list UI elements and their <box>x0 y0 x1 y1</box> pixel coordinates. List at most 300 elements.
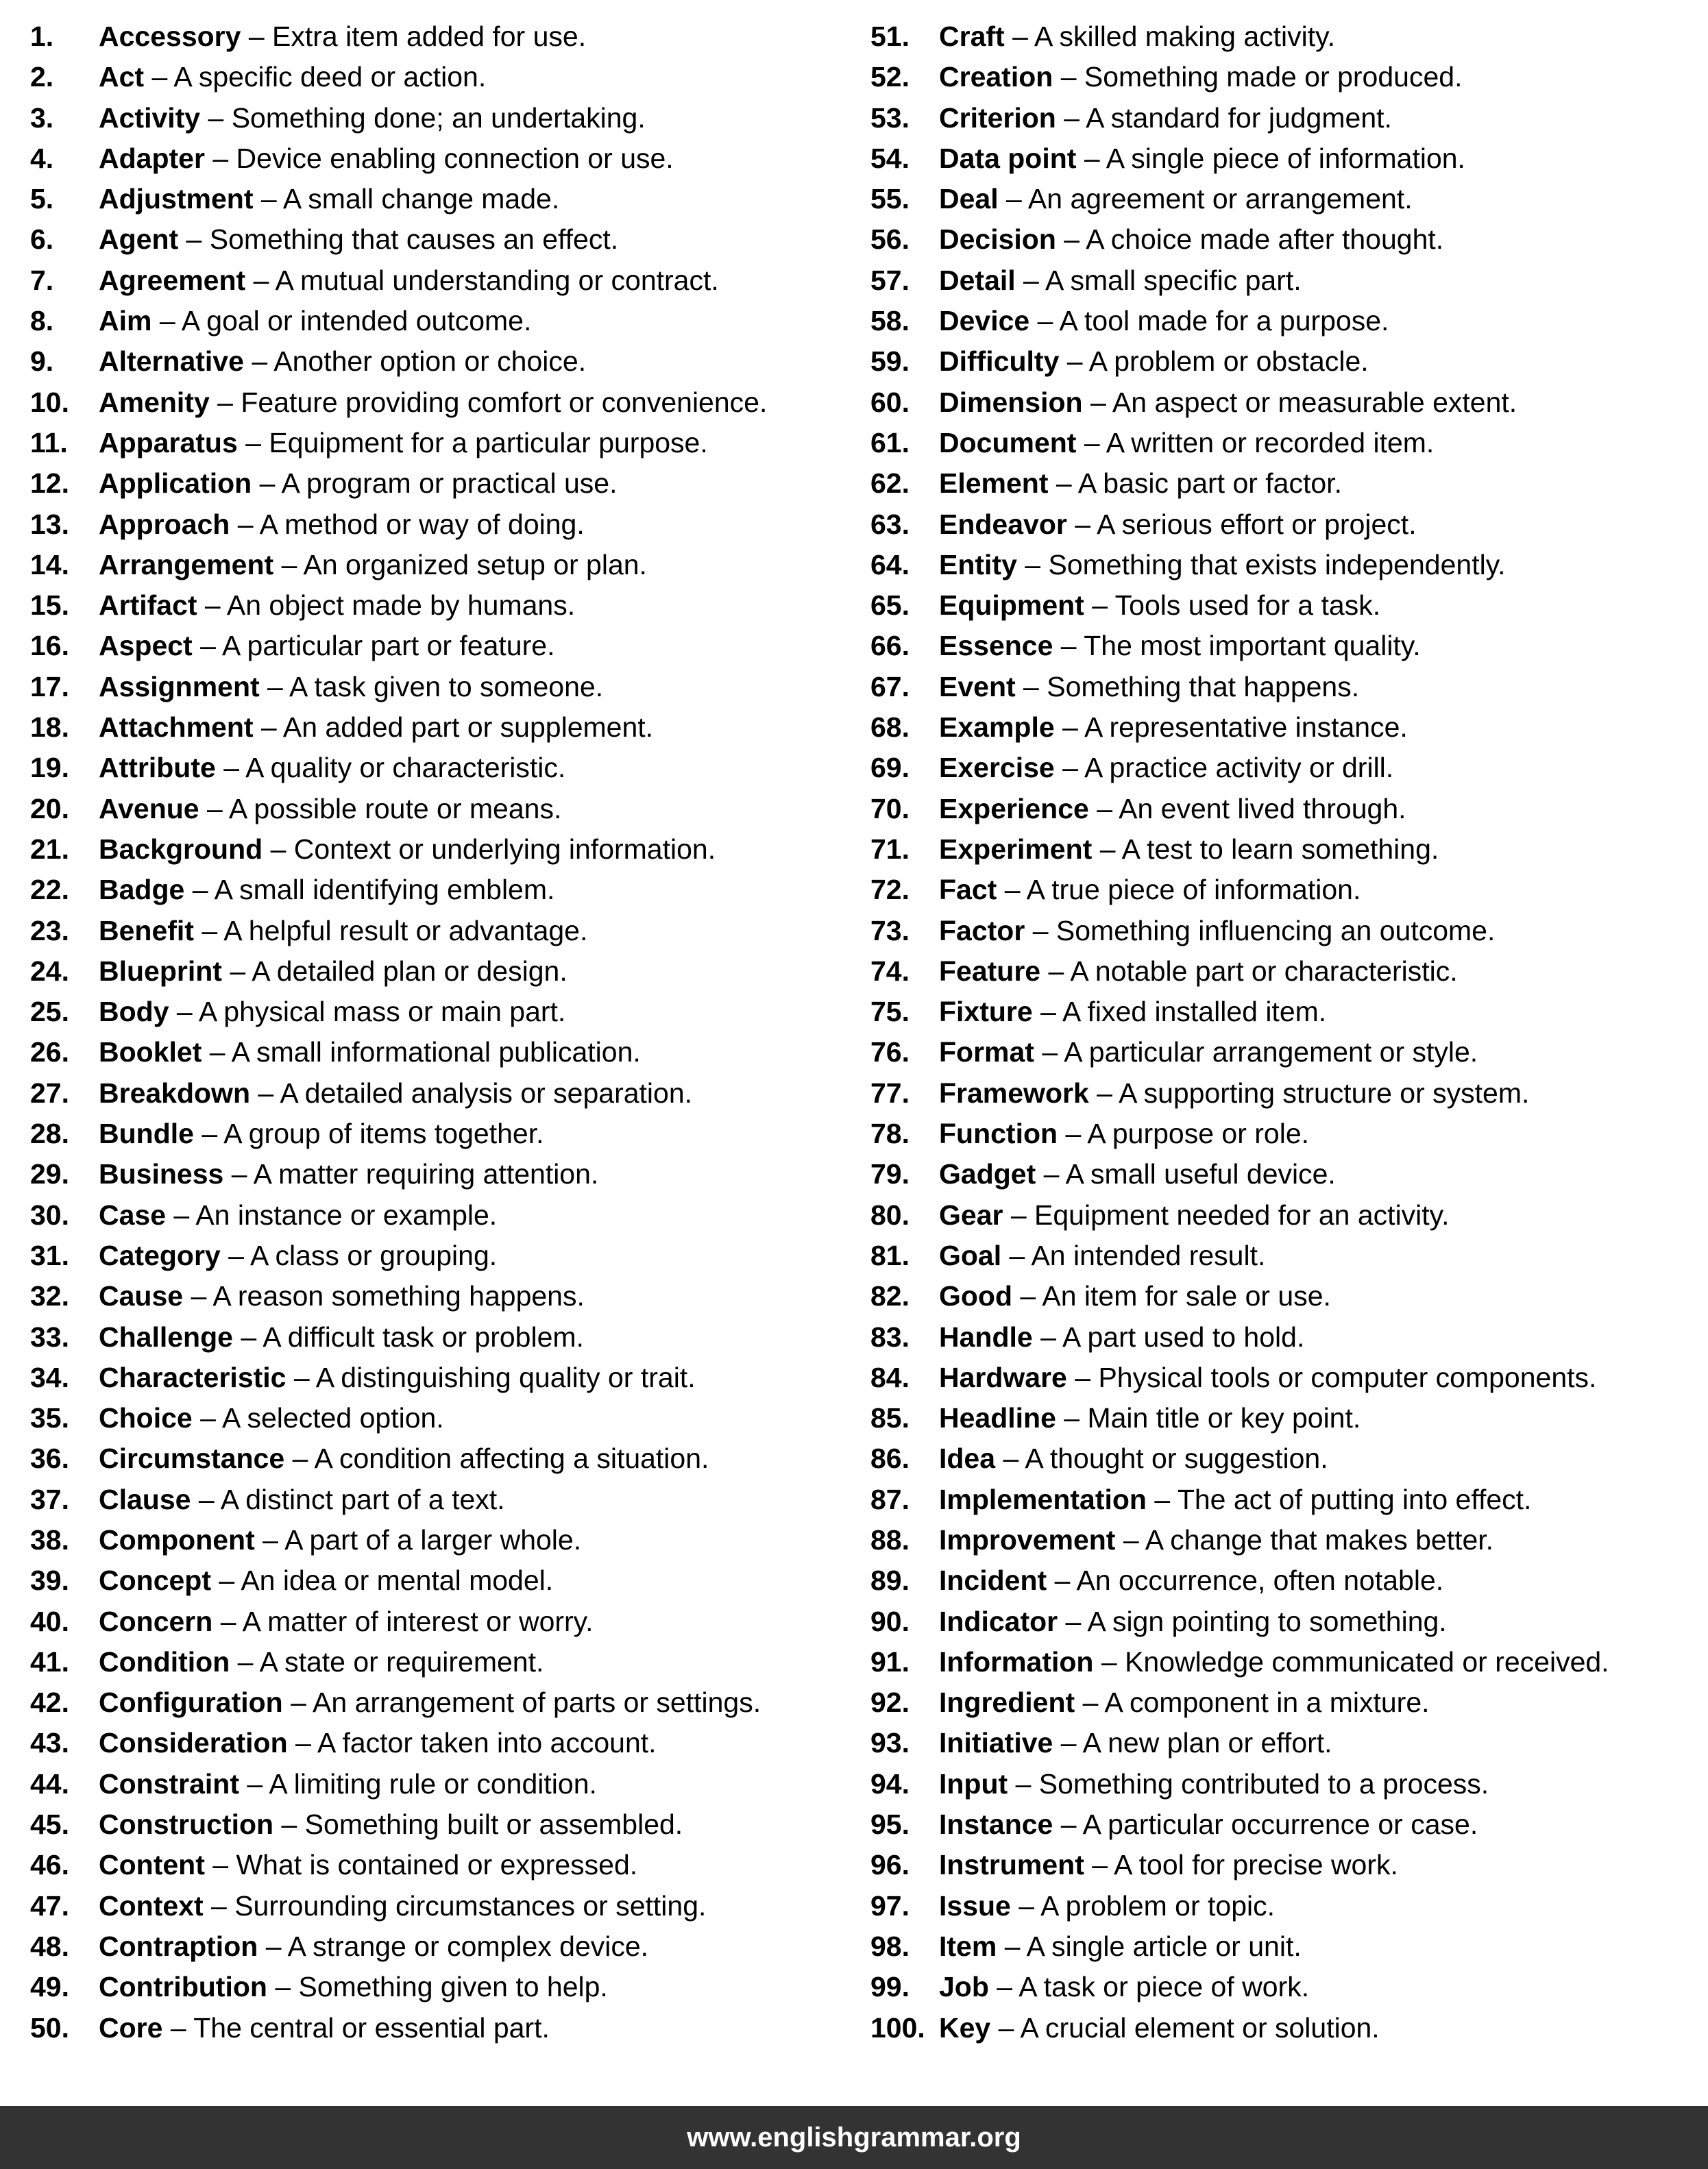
item-text <box>99 463 617 504</box>
item-text <box>939 16 1335 57</box>
item-term: Framework <box>939 1077 1089 1109</box>
item-text <box>939 1317 1304 1358</box>
item-definition: – A particular arrangement or style. <box>1034 1036 1478 1068</box>
item-number: 60. <box>870 386 910 418</box>
item-text <box>939 341 1369 382</box>
item-definition: – An aspect or measurable extent. <box>1082 386 1517 418</box>
list-item <box>30 1804 854 1845</box>
item-term: Document <box>939 426 1077 458</box>
item-definition: – A single article or unit. <box>997 1930 1302 1962</box>
item-definition: – The act of putting into effect. <box>1146 1483 1532 1515</box>
item-definition: – A condition affecting a situation. <box>284 1443 709 1475</box>
item-term: Background <box>99 833 263 865</box>
item-text <box>939 1560 1443 1601</box>
item-text <box>939 911 1495 951</box>
item-term: Contraption <box>99 1930 258 1962</box>
item-number: 66. <box>870 630 910 662</box>
item-definition: – A matter of interest or worry. <box>212 1605 594 1637</box>
item-text <box>939 1398 1361 1438</box>
item-definition: – A crucial element or solution. <box>990 2011 1380 2044</box>
item-term: Incident <box>939 1565 1047 1597</box>
item-text <box>99 1032 641 1073</box>
item-term: Experiment <box>939 833 1093 865</box>
item-text <box>939 1480 1531 1520</box>
item-definition: – A fixed installed item. <box>1032 996 1327 1028</box>
item-text <box>99 1276 585 1316</box>
item-definition: – Something given to help. <box>267 1971 608 2003</box>
item-term: Headline <box>939 1402 1056 1434</box>
item-text <box>939 179 1413 219</box>
list-item <box>30 138 854 179</box>
list-item <box>30 626 854 666</box>
item-text <box>939 1764 1489 1804</box>
list-item <box>870 341 1708 382</box>
item-definition: – An occurrence, often notable. <box>1047 1565 1444 1597</box>
item-number: 16. <box>30 630 69 662</box>
item-text <box>939 260 1302 301</box>
list-item <box>870 1520 1708 1560</box>
list-item <box>30 911 854 951</box>
item-text <box>939 1032 1478 1073</box>
item-term: Gadget <box>939 1158 1036 1190</box>
item-number: 14. <box>30 548 69 580</box>
item-number: 9. <box>30 345 54 378</box>
item-number: 53. <box>870 101 910 134</box>
item-term: Core <box>99 2011 163 2044</box>
item-definition: – A supporting structure or system. <box>1088 1077 1530 1109</box>
list-item <box>30 1398 854 1438</box>
item-term: Assignment <box>99 670 260 702</box>
item-number: 15. <box>30 589 69 622</box>
list-item <box>30 1602 854 1642</box>
item-text <box>939 382 1517 423</box>
item-definition: – A part used to hold. <box>1032 1321 1305 1353</box>
list-item <box>30 951 854 992</box>
item-term: Context <box>99 1889 204 1922</box>
item-definition: – A quality or characteristic. <box>215 752 566 784</box>
item-text <box>939 1236 1265 1276</box>
item-term: Amenity <box>99 386 210 418</box>
item-number: 11. <box>30 426 68 458</box>
item-term: Instance <box>939 1809 1053 1841</box>
item-number: 22. <box>30 874 69 906</box>
item-definition: – A tool made for a purpose. <box>1029 305 1389 337</box>
item-term: Criterion <box>939 101 1056 134</box>
item-term: Contribution <box>99 1971 267 2003</box>
item-text <box>99 1560 553 1601</box>
item-number: 2. <box>30 61 54 93</box>
list-item <box>870 1236 1708 1276</box>
list-item <box>30 870 854 910</box>
item-text <box>939 504 1417 545</box>
list-item <box>870 463 1708 504</box>
item-term: Concept <box>99 1565 211 1597</box>
item-term: Content <box>99 1849 205 1881</box>
item-term: Badge <box>99 874 185 906</box>
item-number: 23. <box>30 914 69 946</box>
list-item <box>870 260 1708 301</box>
list-item <box>30 301 854 341</box>
item-text <box>99 301 531 341</box>
item-definition: – A part of a larger whole. <box>254 1523 582 1556</box>
item-definition: – Something that happens. <box>1015 670 1360 702</box>
item-number: 29. <box>30 1158 69 1190</box>
item-number: 87. <box>870 1483 910 1515</box>
item-text <box>99 382 767 423</box>
item-definition: – A purpose or role. <box>1058 1118 1310 1150</box>
item-definition: – A selected option. <box>192 1402 444 1434</box>
item-definition: – An item for sale or use. <box>1012 1280 1331 1312</box>
item-definition: – A representative instance. <box>1054 711 1408 744</box>
item-number: 94. <box>870 1767 910 1800</box>
item-definition: – A factor taken into account. <box>287 1727 657 1759</box>
item-text <box>939 789 1406 829</box>
item-number: 64. <box>870 548 910 580</box>
item-term: Condition <box>99 1645 230 1678</box>
list-item <box>870 98 1708 138</box>
list-item <box>30 585 854 626</box>
item-term: Booklet <box>99 1036 202 1068</box>
list-item <box>870 1114 1708 1154</box>
item-text <box>939 2008 1380 2048</box>
list-item <box>30 98 854 138</box>
item-definition: – A choice made after thought. <box>1056 223 1444 256</box>
item-term: Event <box>939 670 1016 702</box>
item-number: 7. <box>30 264 54 296</box>
list-item <box>870 179 1708 219</box>
list-item <box>30 829 854 870</box>
item-definition: – A distinguishing quality or trait. <box>286 1361 696 1393</box>
item-text <box>939 667 1359 707</box>
item-number: 73. <box>870 914 910 946</box>
item-number: 98. <box>870 1930 910 1962</box>
item-number: 38. <box>30 1523 69 1556</box>
item-number: 33. <box>30 1321 69 1353</box>
item-text <box>99 992 565 1032</box>
list-item <box>30 341 854 382</box>
item-number: 48. <box>30 1930 69 1962</box>
item-term: Creation <box>939 61 1053 93</box>
item-number: 25. <box>30 996 69 1028</box>
list-item <box>870 1602 1708 1642</box>
item-definition: – A task or piece of work. <box>988 1971 1310 2003</box>
item-term: Handle <box>939 1321 1033 1353</box>
list-item <box>870 16 1708 57</box>
item-number: 79. <box>870 1158 910 1190</box>
item-text <box>99 341 586 382</box>
item-term: Idea <box>939 1443 996 1475</box>
list-item <box>870 545 1708 585</box>
item-text <box>99 1682 761 1723</box>
item-term: Act <box>99 61 145 93</box>
list-item <box>870 1560 1708 1601</box>
item-text <box>99 1114 544 1154</box>
list-item <box>30 1560 854 1601</box>
list-item <box>30 463 854 504</box>
item-definition: – A specific deed or action. <box>144 61 487 93</box>
item-text <box>99 789 561 829</box>
item-text <box>939 1642 1609 1682</box>
list-item <box>870 138 1708 179</box>
item-definition: – Equipment for a particular purpose. <box>237 426 708 458</box>
item-number: 61. <box>870 426 910 458</box>
item-number: 35. <box>30 1402 69 1434</box>
item-definition: – A serious effort or project. <box>1066 508 1417 540</box>
item-term: Avenue <box>99 792 199 824</box>
item-term: Construction <box>99 1809 274 1841</box>
item-definition: – A mutual understanding or contract. <box>245 264 719 296</box>
list-item <box>870 870 1708 910</box>
item-definition: – A practice activity or drill. <box>1054 752 1394 784</box>
list-item <box>30 1682 854 1723</box>
item-text <box>99 667 603 707</box>
item-term: Arrangement <box>99 548 274 580</box>
list-item <box>870 57 1708 97</box>
item-text <box>939 1438 1328 1479</box>
item-definition: – A strange or complex device. <box>258 1930 649 1962</box>
item-definition: – A true piece of information. <box>997 874 1361 906</box>
list-item <box>870 1480 1708 1520</box>
item-term: Aspect <box>99 630 193 662</box>
item-definition: – A state or requirement. <box>230 1645 544 1678</box>
item-term: Ingredient <box>939 1687 1075 1719</box>
list-item <box>870 951 1708 992</box>
item-definition: – A single piece of information. <box>1076 142 1465 174</box>
item-term: Circumstance <box>99 1443 285 1475</box>
item-text <box>939 98 1392 138</box>
item-number: 78. <box>870 1118 910 1150</box>
item-definition: – A program or practical use. <box>252 467 618 500</box>
item-definition: – Something done; an undertaking. <box>200 101 646 134</box>
list-item <box>870 1886 1708 1926</box>
item-number: 19. <box>30 752 69 784</box>
item-number: 42. <box>30 1687 69 1719</box>
item-definition: – An idea or mental model. <box>211 1565 554 1597</box>
item-definition: – A possible route or means. <box>199 792 562 824</box>
item-number: 5. <box>30 183 54 215</box>
item-number: 51. <box>870 21 910 52</box>
item-number: 34. <box>30 1361 69 1393</box>
item-number: 45. <box>30 1809 69 1841</box>
list-item <box>30 1358 854 1398</box>
list-item <box>30 992 854 1032</box>
item-term: Challenge <box>99 1321 233 1353</box>
item-text <box>939 1886 1275 1926</box>
item-text <box>99 911 587 951</box>
item-definition: – An arrangement of parts or settings. <box>282 1687 761 1719</box>
item-term: Exercise <box>939 752 1055 784</box>
item-text <box>99 1764 597 1804</box>
item-number: 50. <box>30 2011 69 2044</box>
list-item <box>870 219 1708 260</box>
item-number: 28. <box>30 1118 69 1150</box>
list-item <box>870 626 1708 666</box>
item-definition: – The central or essential part. <box>162 2011 550 2044</box>
item-text <box>939 1276 1331 1316</box>
item-number: 31. <box>30 1239 69 1271</box>
item-number: 96. <box>870 1849 910 1881</box>
list-item <box>870 1276 1708 1316</box>
item-term: Constraint <box>99 1767 239 1800</box>
item-text <box>99 260 719 301</box>
item-term: Component <box>99 1523 255 1556</box>
item-text <box>939 1520 1493 1560</box>
item-term: Artifact <box>99 589 197 622</box>
item-number: 82. <box>870 1280 910 1312</box>
item-definition: – Feature providing comfort or convenience. <box>209 386 768 418</box>
item-text <box>99 1642 544 1682</box>
item-definition: – Physical tools or computer components. <box>1066 1361 1597 1393</box>
item-text <box>939 1967 1309 2007</box>
list-item <box>870 992 1708 1032</box>
item-number: 91. <box>870 1645 910 1678</box>
item-number: 46. <box>30 1849 69 1881</box>
item-number: 40. <box>30 1605 69 1637</box>
item-text <box>99 1073 692 1114</box>
item-term: Dimension <box>939 386 1083 418</box>
item-term: Detail <box>939 264 1016 296</box>
item-number: 30. <box>30 1199 69 1231</box>
item-number: 10. <box>30 386 69 418</box>
item-number: 13. <box>30 508 69 540</box>
item-definition: – A thought or suggestion. <box>995 1443 1328 1475</box>
item-text <box>99 1804 683 1845</box>
item-term: Fact <box>939 874 997 906</box>
list-item <box>870 911 1708 951</box>
item-definition: – A class or grouping. <box>220 1239 498 1271</box>
item-definition: – A physical mass or main part. <box>169 996 566 1028</box>
item-definition: – An added part or supplement. <box>253 711 654 744</box>
item-definition: – Device enabling connection or use. <box>204 142 674 174</box>
item-term: Function <box>939 1118 1058 1150</box>
list-item <box>870 1398 1708 1438</box>
word-list-column-left <box>0 16 854 2048</box>
item-text <box>99 423 708 463</box>
list-item <box>30 748 854 788</box>
item-term: Business <box>99 1158 224 1190</box>
item-text <box>99 1154 598 1194</box>
item-number: 56. <box>870 223 910 256</box>
item-number: 72. <box>870 874 910 906</box>
list-item <box>870 1154 1708 1194</box>
item-definition: – A notable part or characteristic. <box>1040 955 1458 987</box>
list-item <box>30 504 854 545</box>
item-number: 90. <box>870 1605 910 1637</box>
item-text <box>99 2008 550 2048</box>
item-term: Deal <box>939 183 999 215</box>
item-text <box>99 98 646 138</box>
item-term: Aim <box>99 305 152 337</box>
item-term: Difficulty <box>939 345 1060 378</box>
item-definition: – Something that exists independently. <box>1016 548 1506 580</box>
item-term: Initiative <box>939 1727 1053 1759</box>
item-text <box>939 219 1443 260</box>
list-item <box>870 1195 1708 1236</box>
item-number: 97. <box>870 1889 910 1922</box>
list-item <box>870 1642 1708 1682</box>
item-definition: – A written or recorded item. <box>1076 426 1435 458</box>
item-term: Cause <box>99 1280 184 1312</box>
item-number: 80. <box>870 1199 910 1231</box>
item-definition: – A test to learn something. <box>1092 833 1439 865</box>
item-number: 18. <box>30 711 69 744</box>
item-text <box>939 1926 1302 1967</box>
item-definition: – A new plan or effort. <box>1053 1727 1332 1759</box>
footer-bar <box>0 2106 1708 2169</box>
list-item <box>30 382 854 423</box>
item-text <box>939 1114 1309 1154</box>
item-text <box>939 301 1389 341</box>
list-item <box>30 1723 854 1763</box>
item-number: 20. <box>30 792 69 824</box>
item-number: 52. <box>870 61 910 93</box>
item-definition: – The most important quality. <box>1053 630 1421 662</box>
item-number: 32. <box>30 1280 69 1312</box>
item-term: Improvement <box>939 1523 1116 1556</box>
item-number: 37. <box>30 1483 69 1515</box>
item-definition: – A particular part or feature. <box>192 630 555 662</box>
item-definition: – A small specific part. <box>1015 264 1302 296</box>
item-term: Indicator <box>939 1605 1058 1637</box>
item-definition: – Something influencing an outcome. <box>1025 914 1496 946</box>
item-definition: – Something contributed to a process. <box>1008 1767 1489 1800</box>
item-definition: – Another option or choice. <box>243 345 587 378</box>
list-item <box>30 1642 854 1682</box>
item-number: 67. <box>870 670 910 702</box>
item-number: 41. <box>30 1645 69 1678</box>
item-term: Experience <box>939 792 1089 824</box>
item-text <box>99 951 568 992</box>
item-definition: – A small identifying emblem. <box>184 874 555 906</box>
item-definition: – Tools used for a task. <box>1084 589 1381 622</box>
item-term: Adapter <box>99 142 205 174</box>
item-number: 3. <box>30 101 54 134</box>
item-definition: – A particular occurrence or case. <box>1053 1809 1478 1841</box>
item-definition: – An intended result. <box>1001 1239 1266 1271</box>
item-term: Agreement <box>99 264 246 296</box>
item-text <box>99 1886 706 1926</box>
item-number: 75. <box>870 996 910 1028</box>
list-item <box>30 789 854 829</box>
list-item <box>30 179 854 219</box>
item-definition: – A matter requiring attention. <box>223 1158 599 1190</box>
item-text <box>939 1358 1596 1398</box>
item-definition: – A sign pointing to something. <box>1058 1605 1447 1637</box>
item-definition: – A component in a mixture. <box>1075 1687 1430 1719</box>
item-term: Equipment <box>939 589 1084 622</box>
item-number: 55. <box>870 183 910 215</box>
item-definition: – A reason something happens. <box>183 1280 585 1312</box>
item-term: Factor <box>939 914 1025 946</box>
item-definition: – Something made or produced. <box>1053 61 1463 93</box>
item-number: 57. <box>870 264 910 296</box>
item-text <box>939 1154 1336 1194</box>
list-item <box>870 1967 1708 2007</box>
item-text <box>99 504 585 545</box>
item-definition: – An agreement or arrangement. <box>998 183 1413 215</box>
item-text <box>99 1438 709 1479</box>
item-definition: – A change that makes better. <box>1115 1523 1494 1556</box>
item-term: Job <box>939 1971 989 2003</box>
item-text <box>99 179 559 219</box>
item-definition: – A goal or intended outcome. <box>151 305 532 337</box>
item-term: Consideration <box>99 1727 288 1759</box>
item-definition: – Context or underlying information. <box>263 833 716 865</box>
item-number: 93. <box>870 1727 910 1759</box>
item-number: 26. <box>30 1036 69 1068</box>
item-number: 71. <box>870 833 910 865</box>
item-term: Format <box>939 1036 1034 1068</box>
